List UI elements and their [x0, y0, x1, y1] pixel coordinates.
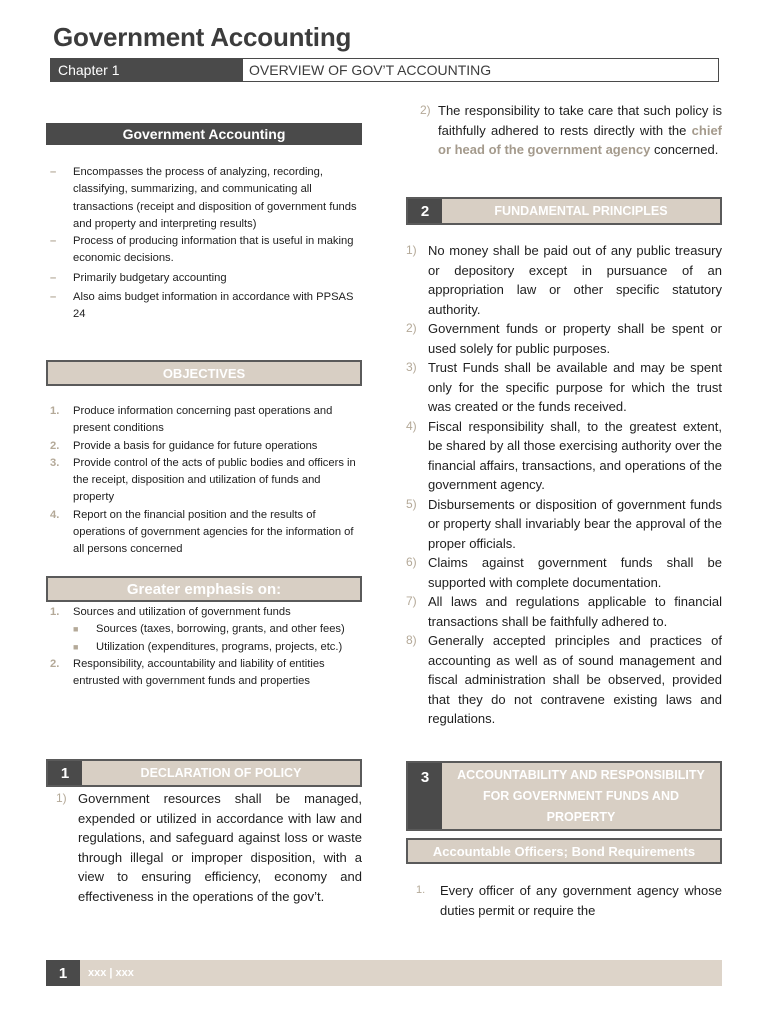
objectives-list [46, 403, 362, 559]
greater-emphasis-header: Greater emphasis on: [46, 576, 362, 602]
accountable-officers-list [416, 881, 722, 920]
number-marker: 2. [50, 657, 60, 670]
objectives-header: OBJECTIVES [46, 360, 362, 386]
number-marker: 2) [406, 321, 417, 335]
list-item: 3) Trust Funds shall be available and may be spent only for the specific purpose for which the trust was created or the funds received. [406, 360, 722, 414]
footer-text: xxx | xxx [88, 967, 134, 979]
number-marker: 2) [420, 103, 431, 117]
greater-emphasis-list [46, 604, 362, 690]
dash-marker: – [50, 291, 57, 304]
list-item: 8) Generally accepted principles and practices of accounting as well as of sound management and fiscal administration shall be observed, provided that they do not contravene existing laws and regulations. [406, 633, 722, 726]
list-item: 2. Provide a basis for guidance for future operations [46, 438, 362, 455]
dash-marker: – [50, 166, 57, 178]
number-marker: 1. [416, 884, 426, 896]
sub-list-item: ■ Sources (taxes, borrowing, grants, and other fees) [46, 621, 362, 638]
highlight-text: chief or head of the government agency [438, 122, 722, 157]
number-marker: 4) [406, 418, 417, 433]
government-accounting-header: Government Accounting [46, 123, 362, 145]
section-title: FUNDAMENTAL PRINCIPLES [494, 203, 668, 218]
chapter-bar [50, 58, 719, 82]
section-number: 3 [408, 763, 442, 829]
sub-list-item: ■ Utilization (expenditures, programs, projects, etc.) [46, 639, 362, 656]
list-item: – Encompasses the process of analyzing, recording, classifying, summarizing, and communicating all transactions (receipt and disposition of government funds and property and interpreting results) [50, 166, 357, 230]
accountable-officers-header: Accountable Officers; Bond Requirements [406, 838, 722, 864]
fundamental-principles-list [406, 241, 722, 729]
list-item: 4) Fiscal responsibility shall, to the greatest extent, be shared by all those exercising authority over the financial affairs, transactions, and operations of the government agency. [406, 418, 722, 492]
list-item: 1. Produce information concerning past operations and present conditions [50, 405, 333, 435]
list-item: 6) Claims against government funds shall be supported with complete documentation. [406, 555, 722, 590]
page-title: Government Accounting [53, 22, 352, 52]
list-item: 1. Every officer of any government agency whose duties permit or require the [416, 883, 722, 918]
number-marker: 3. [50, 456, 60, 469]
number-marker: 2. [50, 439, 60, 452]
square-bullet-icon: ■ [73, 641, 79, 652]
page-number: 1 [46, 960, 80, 986]
declaration-of-policy-list-continued [406, 101, 722, 160]
square-bullet-icon: ■ [73, 624, 79, 635]
list-item: 1) Government resources shall be managed, expended or utilized in accordance with law and regulations, and safeguard against loss or waste through illegal or improper disposition, with a view to ensuring efficiency, economy and effectiveness in the operations of the gov’t. [56, 791, 362, 904]
number-marker: 1) [406, 243, 417, 257]
dash-marker: – [50, 235, 57, 248]
declaration-of-policy-list [56, 789, 362, 906]
list-item: 3. Provide control of the acts of public bodies and officers in the receipt, disposition and utilization of funds and property [50, 456, 356, 504]
list-item: 7) All laws and regulations applicable to financial transactions shall be faithfully adhered to. [406, 594, 722, 629]
declaration-of-policy-header [46, 759, 362, 787]
list-item: 5) Disbursements or disposition of government funds or property shall invariably bear the approval of the proper officials. [406, 496, 722, 551]
list-item: – Also aims budget information in accordance with PPSAS 24 [50, 291, 354, 321]
list-item: 2. Responsibility, accountability and liability of entities entrusted with government funds and properties [50, 657, 325, 688]
number-marker: 7) [406, 594, 417, 608]
page-footer [46, 960, 722, 986]
list-item: 4. Report on the financial position and the results of operations of government agencies for the information of all persons concerned [50, 508, 354, 556]
number-marker: 3) [406, 360, 417, 374]
number-marker: 5) [406, 496, 417, 511]
number-marker: 8) [406, 633, 417, 647]
number-marker: 1) [56, 791, 67, 805]
section-number: 1 [48, 761, 82, 785]
section-title: DECLARATION OF POLICY [140, 765, 302, 780]
list-item: – Process of producing information that is useful in making economic decisions. [50, 235, 354, 265]
fundamental-principles-header [406, 197, 722, 225]
chapter-label: Chapter 1 [51, 59, 243, 81]
section-number: 2 [408, 199, 442, 223]
list-item: 2) Government funds or property shall be spent or used solely for public purposes. [406, 321, 722, 356]
number-marker: 1. [50, 405, 60, 417]
list-item: 1) No money shall be paid out of any public treasury or depository except in pursuance of an appropriation law or other specific statutory authority. [406, 243, 722, 317]
number-marker: 1. [50, 606, 60, 618]
dash-marker: – [50, 271, 57, 284]
government-accounting-list [46, 164, 362, 324]
number-marker: 6) [406, 555, 417, 569]
list-item: 1. Sources and utilization of government funds [46, 604, 362, 621]
number-marker: 4. [50, 508, 60, 521]
list-item: 2) The responsibility to take care that such policy is faithfully adhered to rests directly with the chief or head of the government agency concerned. [420, 103, 722, 157]
section-title: ACCOUNTABILITY AND RESPONSIBILITY FOR GOVERNMENT FUNDS AND PROPERTY [457, 767, 705, 824]
list-item: – Primarily budgetary accounting [46, 270, 362, 287]
accountability-header [406, 761, 722, 831]
chapter-name: OVERVIEW OF GOV’T ACCOUNTING [249, 62, 492, 78]
